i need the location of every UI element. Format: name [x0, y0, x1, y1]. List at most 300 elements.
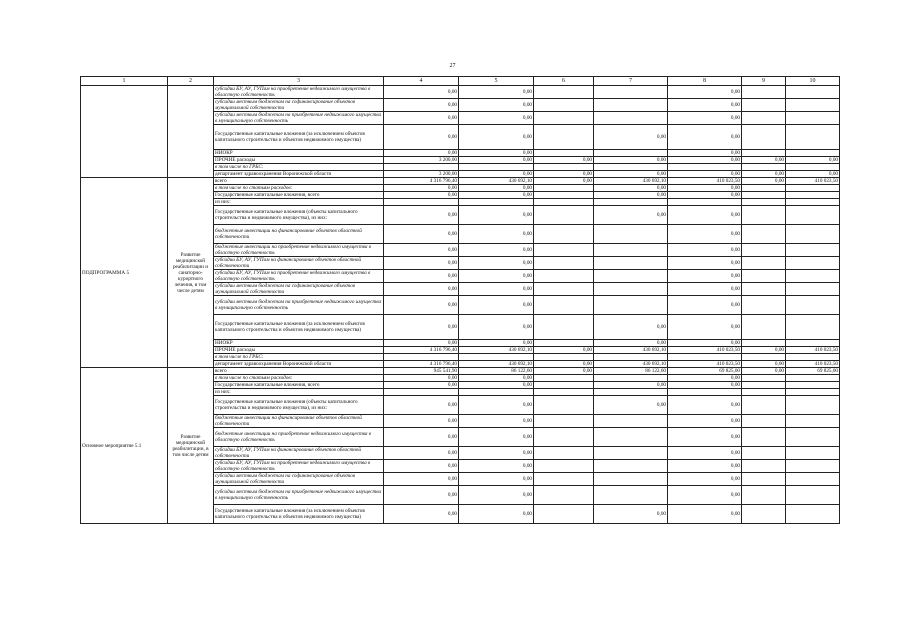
- value-cell: 0,00: [459, 505, 534, 524]
- value-cell: 0,00: [384, 296, 459, 315]
- value-cell: 0,00: [668, 460, 742, 473]
- header-cell: 7: [594, 77, 668, 86]
- row-label: субсидии БУ, АУ, ГУПам на приобретение недвижимого имущества в областную собственность: [214, 460, 384, 473]
- value-cell: [534, 415, 594, 428]
- value-cell: [786, 99, 840, 112]
- value-cell: 0,00: [459, 86, 534, 99]
- page-number: 27: [449, 63, 456, 69]
- value-cell: 0,00: [742, 347, 786, 354]
- row-label: из них:: [214, 199, 384, 206]
- header-cell: 9: [742, 77, 786, 86]
- value-cell: 0,00: [459, 415, 534, 428]
- value-cell: [742, 125, 786, 150]
- row-label: субсидии местным бюджетам на приобретение недвижимого имущества в муниципальную собственность: [214, 112, 384, 125]
- value-cell: 69 825,00: [786, 368, 840, 375]
- value-cell: [534, 505, 594, 524]
- row-label: субсидии БУ, АУ, ГУПам на финансирование объектов областной собственности: [214, 447, 384, 460]
- value-cell: [786, 296, 840, 315]
- value-cell: 410 023,50: [668, 361, 742, 368]
- value-cell: [742, 375, 786, 382]
- header-cell: 3: [214, 77, 384, 86]
- value-cell: 0,00: [459, 112, 534, 125]
- value-cell: [594, 389, 668, 396]
- value-cell: 0,00: [668, 382, 742, 389]
- value-cell: [534, 428, 594, 447]
- value-cell: 0,00: [594, 171, 668, 178]
- value-cell: 0,00: [786, 171, 840, 178]
- row-label: всего: [214, 368, 384, 375]
- value-cell: [594, 270, 668, 283]
- value-cell: [742, 244, 786, 257]
- value-cell: 0,00: [459, 428, 534, 447]
- value-cell: [594, 199, 668, 206]
- row-label: Государственные капитальные вложения (объекты капитального строительства и недвижимого имущества), из них:: [214, 206, 384, 225]
- header-cell: 5: [459, 77, 534, 86]
- value-cell: 0,00: [459, 257, 534, 270]
- value-cell: [594, 86, 668, 99]
- value-cell: [534, 389, 594, 396]
- value-cell: 410 023,50: [786, 347, 840, 354]
- value-cell: 0,00: [594, 396, 668, 415]
- value-cell: 410 023,50: [668, 178, 742, 185]
- value-cell: [742, 296, 786, 315]
- value-cell: 0,00: [459, 171, 534, 178]
- value-cell: [742, 199, 786, 206]
- row-label: всего: [214, 178, 384, 185]
- value-cell: 0,00: [384, 382, 459, 389]
- value-cell: 0,00: [384, 396, 459, 415]
- value-cell: 0,00: [668, 86, 742, 99]
- value-cell: [668, 164, 742, 171]
- value-cell: 0,00: [668, 296, 742, 315]
- value-cell: 0,00: [668, 428, 742, 447]
- row-label: ПРОЧИЕ расходы: [214, 157, 384, 164]
- row-label: бюджетные инвестиции на приобретение недвижимого имущества в областную собственность: [214, 244, 384, 257]
- value-cell: 0,00: [384, 112, 459, 125]
- value-cell: [742, 354, 786, 361]
- value-cell: [742, 164, 786, 171]
- value-cell: 0,00: [384, 340, 459, 347]
- table-row: [81, 86, 840, 99]
- value-cell: [534, 206, 594, 225]
- value-cell: [742, 225, 786, 244]
- value-cell: [534, 382, 594, 389]
- value-cell: 410 023,50: [786, 178, 840, 185]
- row-label: в том числе по статьям расходов:: [214, 185, 384, 192]
- value-cell: 0,00: [459, 473, 534, 486]
- value-cell: 0,00: [668, 447, 742, 460]
- value-cell: 0,00: [384, 244, 459, 257]
- value-cell: [786, 86, 840, 99]
- value-cell: 0,00: [668, 415, 742, 428]
- value-cell: 0,00: [459, 244, 534, 257]
- value-cell: [786, 206, 840, 225]
- value-cell: 410 023,50: [786, 361, 840, 368]
- value-cell: [594, 257, 668, 270]
- value-cell: 0,00: [384, 150, 459, 157]
- value-cell: 0,00: [668, 375, 742, 382]
- value-cell: 0,00: [384, 428, 459, 447]
- value-cell: 0,00: [384, 505, 459, 524]
- value-cell: 0,00: [668, 150, 742, 157]
- value-cell: 3 200,00: [384, 171, 459, 178]
- value-cell: [534, 164, 594, 171]
- value-cell: 0,00: [594, 505, 668, 524]
- value-cell: [534, 340, 594, 347]
- value-cell: 0,00: [459, 315, 534, 340]
- value-cell: 0,00: [459, 340, 534, 347]
- value-cell: [594, 460, 668, 473]
- value-cell: [534, 257, 594, 270]
- value-cell: 0,00: [594, 185, 668, 192]
- value-cell: 0,00: [384, 86, 459, 99]
- value-cell: 0,00: [668, 473, 742, 486]
- value-cell: 0,00: [459, 225, 534, 244]
- value-cell: 0,00: [594, 192, 668, 199]
- value-cell: 0,00: [534, 347, 594, 354]
- value-cell: 86 122,60: [459, 368, 534, 375]
- value-cell: [594, 150, 668, 157]
- value-cell: 69 825,00: [668, 368, 742, 375]
- value-cell: 430 692,10: [594, 361, 668, 368]
- value-cell: [742, 112, 786, 125]
- value-cell: 0,00: [668, 185, 742, 192]
- row-label: департамент здравоохранения Воронежской области: [214, 361, 384, 368]
- value-cell: [786, 460, 840, 473]
- value-cell: [742, 315, 786, 340]
- header-cell: 8: [668, 77, 742, 86]
- value-cell: [459, 199, 534, 206]
- value-cell: [742, 150, 786, 157]
- value-cell: [786, 396, 840, 415]
- row-label: субсидии БУ, АУ, ГУПам на приобретение недвижимого имущества в областную собственность: [214, 86, 384, 99]
- value-cell: 0,00: [459, 150, 534, 157]
- header-cell: 6: [534, 77, 594, 86]
- value-cell: [786, 225, 840, 244]
- value-cell: 0,00: [534, 157, 594, 164]
- program-cell-empty: [81, 86, 168, 178]
- value-cell: 4 316 796,40: [384, 347, 459, 354]
- value-cell: [742, 415, 786, 428]
- value-cell: 0,00: [384, 447, 459, 460]
- value-cell: [786, 375, 840, 382]
- value-cell: 0,00: [459, 447, 534, 460]
- value-cell: [742, 382, 786, 389]
- value-cell: 0,00: [459, 270, 534, 283]
- value-cell: [534, 270, 594, 283]
- value-cell: [742, 447, 786, 460]
- value-cell: 0,00: [668, 125, 742, 150]
- value-cell: [384, 354, 459, 361]
- value-cell: [742, 428, 786, 447]
- value-cell: [384, 164, 459, 171]
- row-label: субсидии БУ, АУ, ГУПам на приобретение недвижимого имущества в областную собственность: [214, 270, 384, 283]
- value-cell: 0,00: [534, 361, 594, 368]
- value-cell: 0,00: [594, 157, 668, 164]
- value-cell: [594, 244, 668, 257]
- value-cell: 0,00: [668, 486, 742, 505]
- value-cell: [742, 460, 786, 473]
- value-cell: 0,00: [594, 206, 668, 225]
- value-cell: [786, 486, 840, 505]
- value-cell: [742, 389, 786, 396]
- value-cell: [534, 396, 594, 415]
- value-cell: 0,00: [534, 178, 594, 185]
- value-cell: [742, 473, 786, 486]
- row-label: в том числе по ГРБС:: [214, 354, 384, 361]
- value-cell: [459, 354, 534, 361]
- value-cell: [534, 150, 594, 157]
- value-cell: [786, 415, 840, 428]
- value-cell: [742, 340, 786, 347]
- row-label: в том числе по статьям расходов:: [214, 375, 384, 382]
- value-cell: [594, 164, 668, 171]
- value-cell: 0,00: [459, 206, 534, 225]
- value-cell: [786, 315, 840, 340]
- value-cell: [786, 428, 840, 447]
- budget-table: [80, 76, 840, 524]
- row-label: ПРОЧИЕ расходы: [214, 347, 384, 354]
- row-label: Государственные капитальные вложения (за исключением объектов капитального строительства и объектов недвижимого имущества): [214, 125, 384, 150]
- value-cell: 0,00: [594, 340, 668, 347]
- row-label: Государственные капитальные вложения (объекты капитального строительства и недвижимого имущества), из них:: [214, 396, 384, 415]
- row-label: субсидии БУ, АУ, ГУПам на финансирование объектов областной собственности: [214, 257, 384, 270]
- value-cell: [786, 257, 840, 270]
- value-cell: [786, 244, 840, 257]
- value-cell: 3 200,00: [384, 157, 459, 164]
- value-cell: [742, 283, 786, 296]
- value-cell: 0,00: [668, 396, 742, 415]
- value-cell: [668, 199, 742, 206]
- header-cell: 2: [168, 77, 214, 86]
- program-code: Основное мероприятие 5.1: [81, 368, 168, 524]
- value-cell: [384, 199, 459, 206]
- value-cell: 0,00: [459, 460, 534, 473]
- value-cell: 0,00: [384, 206, 459, 225]
- value-cell: [594, 296, 668, 315]
- value-cell: [742, 396, 786, 415]
- value-cell: 0,00: [459, 396, 534, 415]
- program-code: ПОДПРОГРАММА 5: [81, 178, 168, 368]
- value-cell: 0,00: [384, 415, 459, 428]
- value-cell: 0,00: [459, 185, 534, 192]
- value-cell: [742, 486, 786, 505]
- value-cell: [594, 99, 668, 112]
- value-cell: [742, 192, 786, 199]
- value-cell: 86 122,60: [594, 368, 668, 375]
- value-cell: [534, 375, 594, 382]
- value-cell: [594, 415, 668, 428]
- value-cell: 0,00: [384, 315, 459, 340]
- value-cell: 0,00: [742, 157, 786, 164]
- value-cell: [594, 428, 668, 447]
- row-label: бюджетные инвестиции на приобретение недвижимого имущества в областную собственность: [214, 428, 384, 447]
- program-name: Развитие медицинской реабилитации, в том числе детям: [168, 368, 214, 524]
- value-cell: 0,00: [534, 171, 594, 178]
- value-cell: 0,00: [384, 473, 459, 486]
- value-cell: [786, 164, 840, 171]
- value-cell: [786, 389, 840, 396]
- value-cell: [786, 447, 840, 460]
- header-cell: 4: [384, 77, 459, 86]
- value-cell: 0,00: [459, 486, 534, 505]
- row-label: в том числе по ГРБС:: [214, 164, 384, 171]
- value-cell: 4 316 796,40: [384, 178, 459, 185]
- value-cell: 0,00: [668, 340, 742, 347]
- value-cell: 0,00: [668, 99, 742, 112]
- value-cell: [668, 354, 742, 361]
- table-row: [81, 178, 840, 185]
- value-cell: [786, 382, 840, 389]
- value-cell: [594, 486, 668, 505]
- value-cell: 4 316 796,40: [384, 361, 459, 368]
- value-cell: 430 692,10: [459, 361, 534, 368]
- value-cell: 0,00: [668, 171, 742, 178]
- value-cell: [668, 389, 742, 396]
- row-label: Государственные капитальные вложения (за исключением объектов капитального строительства и объектов недвижимого имущества): [214, 505, 384, 524]
- value-cell: [534, 447, 594, 460]
- value-cell: 0,00: [459, 375, 534, 382]
- value-cell: [534, 99, 594, 112]
- value-cell: [534, 296, 594, 315]
- value-cell: [459, 164, 534, 171]
- value-cell: [534, 354, 594, 361]
- value-cell: [534, 192, 594, 199]
- value-cell: 0,00: [534, 368, 594, 375]
- value-cell: 0,00: [668, 206, 742, 225]
- value-cell: 0,00: [459, 99, 534, 112]
- value-cell: 430 692,10: [459, 178, 534, 185]
- value-cell: [594, 225, 668, 244]
- value-cell: [534, 185, 594, 192]
- value-cell: 0,00: [594, 315, 668, 340]
- value-cell: 0,00: [594, 125, 668, 150]
- value-cell: [594, 447, 668, 460]
- value-cell: 0,00: [384, 257, 459, 270]
- value-cell: [786, 192, 840, 199]
- value-cell: [742, 257, 786, 270]
- value-cell: [534, 244, 594, 257]
- value-cell: 0,00: [384, 225, 459, 244]
- value-cell: [534, 486, 594, 505]
- value-cell: 0,00: [384, 125, 459, 150]
- value-cell: [786, 125, 840, 150]
- value-cell: [786, 270, 840, 283]
- value-cell: 0,00: [668, 270, 742, 283]
- value-cell: 0,00: [594, 382, 668, 389]
- value-cell: [786, 150, 840, 157]
- value-cell: 0,00: [384, 99, 459, 112]
- value-cell: 0,00: [384, 192, 459, 199]
- value-cell: 0,00: [786, 157, 840, 164]
- value-cell: 430 692,10: [594, 347, 668, 354]
- value-cell: [742, 86, 786, 99]
- value-cell: 0,00: [742, 178, 786, 185]
- value-cell: 0,00: [384, 283, 459, 296]
- value-cell: [534, 283, 594, 296]
- value-cell: 0,00: [668, 112, 742, 125]
- value-cell: 0,00: [742, 361, 786, 368]
- value-cell: [534, 315, 594, 340]
- row-label: субсидии местным бюджетам на софинансирование объектов муниципальной собственности: [214, 99, 384, 112]
- row-label: Государственные капитальные вложения, всего: [214, 382, 384, 389]
- value-cell: [742, 270, 786, 283]
- row-label: бюджетные инвестиции на финансирование объектов областной собственности: [214, 225, 384, 244]
- value-cell: [594, 473, 668, 486]
- value-cell: [459, 389, 534, 396]
- value-cell: [534, 86, 594, 99]
- row-label: Государственные капитальные вложения (за исключением объектов капитального строительства и объектов недвижимого имущества): [214, 315, 384, 340]
- value-cell: [594, 354, 668, 361]
- value-cell: [742, 206, 786, 225]
- value-cell: 0,00: [668, 315, 742, 340]
- value-cell: [786, 185, 840, 192]
- value-cell: 0,00: [742, 368, 786, 375]
- row-label: субсидии местным бюджетам на приобретение недвижимого имущества в муниципальную собственность: [214, 296, 384, 315]
- row-label: НИОКР: [214, 340, 384, 347]
- row-label: НИОКР: [214, 150, 384, 157]
- value-cell: [534, 125, 594, 150]
- row-label: из них:: [214, 389, 384, 396]
- value-cell: [594, 283, 668, 296]
- value-cell: [786, 354, 840, 361]
- value-cell: [742, 185, 786, 192]
- value-cell: 430 692,10: [459, 347, 534, 354]
- header-cell: 10: [786, 77, 840, 86]
- header-row: [81, 77, 840, 86]
- row-label: бюджетные инвестиции на финансирование объектов областной собственности: [214, 415, 384, 428]
- value-cell: 0,00: [459, 382, 534, 389]
- program-name: Развитие медицинской реабилитации и санаторно-курортного лечения, в том числе детям: [168, 178, 214, 368]
- value-cell: [594, 112, 668, 125]
- value-cell: [786, 473, 840, 486]
- value-cell: 0,00: [668, 157, 742, 164]
- value-cell: [534, 199, 594, 206]
- value-cell: [534, 473, 594, 486]
- value-cell: 430 692,10: [594, 178, 668, 185]
- row-label: субсидии местным бюджетам на приобретение недвижимого имущества в муниципальную собственность: [214, 486, 384, 505]
- value-cell: [786, 283, 840, 296]
- value-cell: 0,00: [668, 225, 742, 244]
- value-cell: 0,00: [459, 283, 534, 296]
- value-cell: 410 023,50: [668, 347, 742, 354]
- table-row: [81, 368, 840, 375]
- value-cell: [534, 225, 594, 244]
- value-cell: 0,00: [384, 486, 459, 505]
- value-cell: 0,00: [459, 125, 534, 150]
- value-cell: [534, 460, 594, 473]
- value-cell: [534, 112, 594, 125]
- value-cell: 0,00: [384, 375, 459, 382]
- row-label: Государственные капитальные вложения, всего: [214, 192, 384, 199]
- value-cell: 0,00: [742, 171, 786, 178]
- value-cell: 0,00: [384, 460, 459, 473]
- value-cell: 0,00: [459, 296, 534, 315]
- value-cell: 0,00: [384, 185, 459, 192]
- value-cell: 0,00: [668, 244, 742, 257]
- value-cell: [384, 389, 459, 396]
- row-label: субсидии местным бюджетам на софинансирование объектов муниципальной собственности: [214, 473, 384, 486]
- value-cell: 0,00: [459, 192, 534, 199]
- value-cell: 0,00: [668, 505, 742, 524]
- value-cell: [742, 505, 786, 524]
- value-cell: [786, 112, 840, 125]
- value-cell: [594, 375, 668, 382]
- value-cell: [786, 340, 840, 347]
- value-cell: 0,00: [384, 270, 459, 283]
- row-label: субсидии местным бюджетам на софинансирование объектов муниципальной собственности: [214, 283, 384, 296]
- value-cell: 0,00: [668, 192, 742, 199]
